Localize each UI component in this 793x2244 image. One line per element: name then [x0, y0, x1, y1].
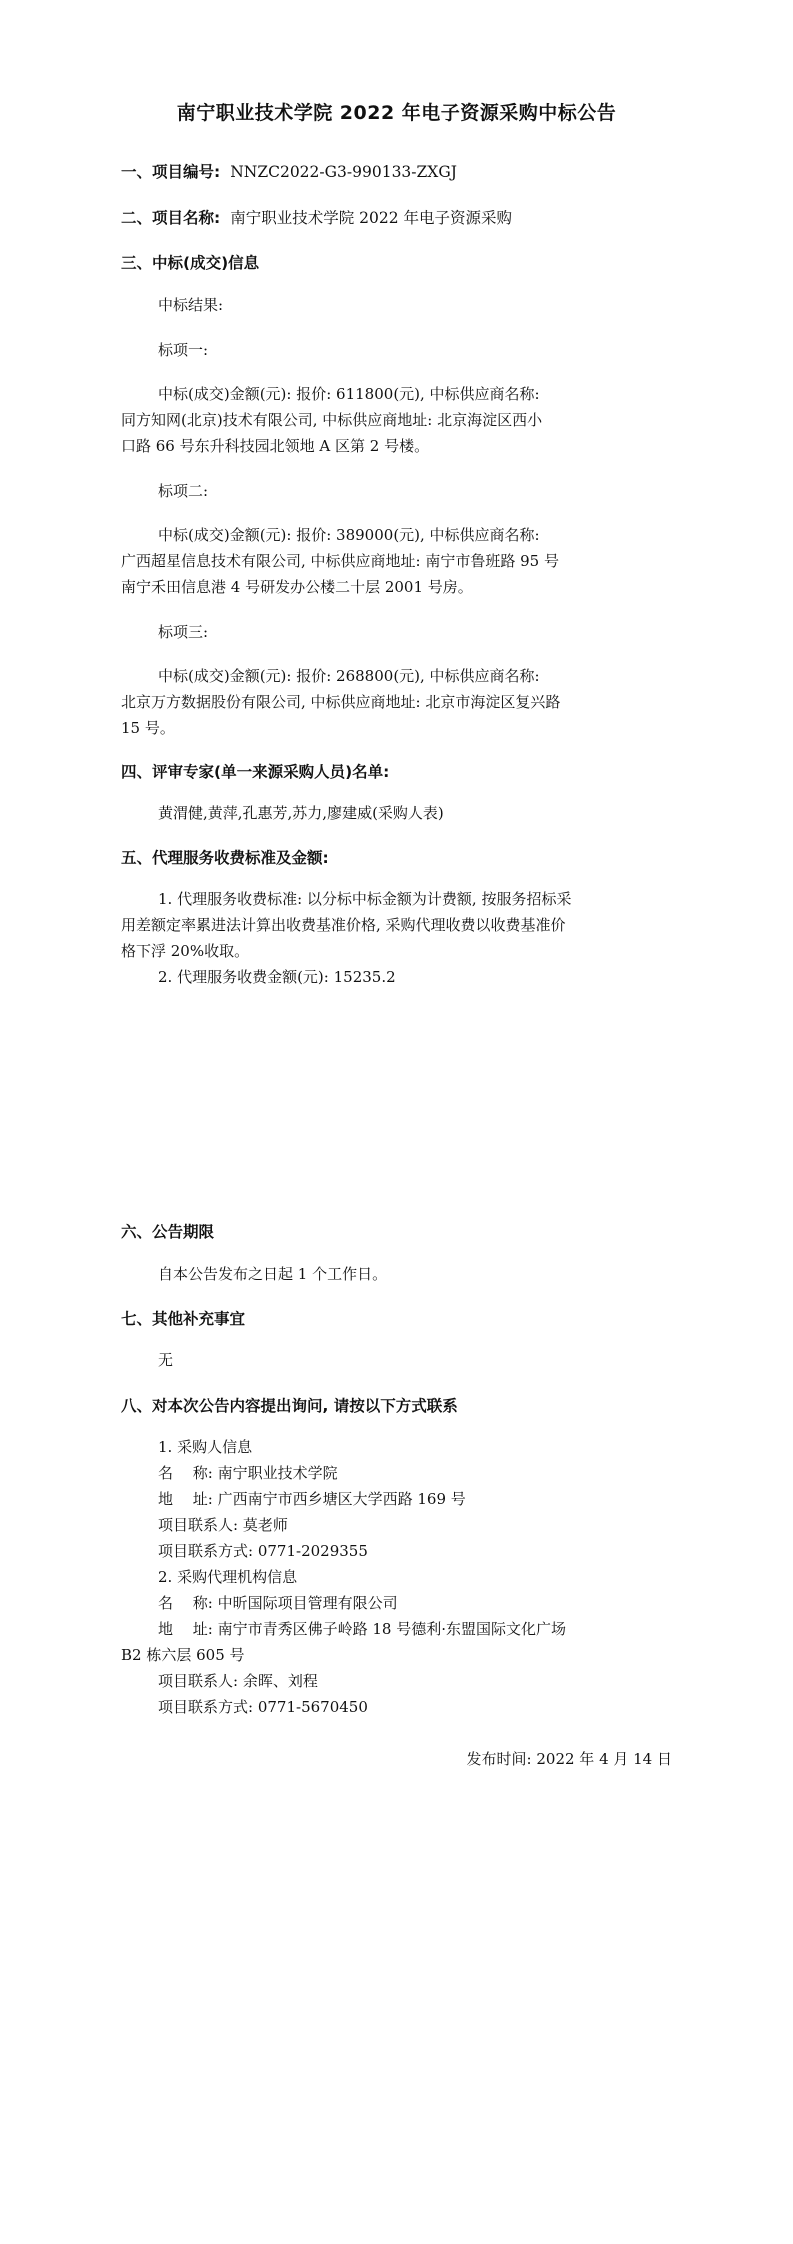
lot1-line: 中标(成交)金额(元): 报价: 611800(元), 中标供应商名称: — [158, 385, 540, 403]
buyer-phone: 项目联系方式: 0771-2029355 — [158, 1542, 368, 1560]
agent-address-line: 地 址: 南宁市青秀区佛子岭路 18 号德利·东盟国际文化广场 — [158, 1620, 566, 1638]
section-fee-heading: 五、代理服务收费标准及金额: — [121, 849, 329, 867]
publish-time: 发布时间: 2022 年 4 月 14 日 — [466, 1750, 672, 1768]
lot1-line: 同方知网(北京)技术有限公司, 中标供应商地址: 北京海淀区西小 — [121, 411, 543, 429]
other-matters: 无 — [158, 1351, 174, 1369]
section-project-number — [121, 160, 457, 182]
agent-phone: 项目联系方式: 0771-5670450 — [158, 1698, 368, 1716]
buyer-name: 名 称: 南宁职业技术学院 — [158, 1464, 338, 1482]
section-other-heading: 七、其他补充事宜 — [121, 1310, 246, 1328]
lot2-line: 中标(成交)金额(元): 报价: 389000(元), 中标供应商名称: — [158, 526, 540, 544]
agent-contact: 项目联系人: 余晖、刘程 — [158, 1672, 318, 1690]
experts-list: 黄渭健,黄萍,孔惠芳,苏力,廖建威(采购人表) — [158, 804, 444, 822]
announcement-period: 自本公告发布之日起 1 个工作日。 — [158, 1265, 388, 1283]
buyer-contact: 项目联系人: 莫老师 — [158, 1516, 288, 1534]
agent-name: 名 称: 中昕国际项目管理有限公司 — [158, 1594, 398, 1612]
lot3-line: 15 号。 — [121, 719, 175, 737]
fee-standard-line: 格下浮 20%收取。 — [121, 942, 250, 960]
section-experts-heading: 四、评审专家(单一来源采购人员)名单: — [121, 763, 390, 781]
section-label: 二、项目名称: — [121, 209, 221, 227]
section-label: 一、项目编号: — [121, 163, 221, 181]
section-contact-heading: 八、对本次公告内容提出询问, 请按以下方式联系 — [121, 1397, 458, 1415]
lot3-line: 中标(成交)金额(元): 报价: 268800(元), 中标供应商名称: — [158, 667, 540, 685]
agent-address-line: B2 栋六层 605 号 — [121, 1646, 245, 1664]
buyer-info-heading: 1. 采购人信息 — [158, 1438, 253, 1456]
lot1-line: 口路 66 号东升科技园北领地 A 区第 2 号楼。 — [121, 437, 430, 455]
section-project-name — [121, 206, 512, 228]
fee-standard-line: 用差额定率累进法计算出收费基准价格, 采购代理收费以收费基准价 — [121, 916, 566, 934]
project-number: NNZC2022-G3-990133-ZXGJ — [230, 163, 457, 181]
fee-standard-line: 1. 代理服务收费标准: 以分标中标金额为计费额, 按服务招标采 — [158, 890, 572, 908]
buyer-address: 地 址: 广西南宁市西乡塘区大学西路 169 号 — [158, 1490, 466, 1508]
lot3-line: 北京万方数据股份有限公司, 中标供应商地址: 北京市海淀区复兴路 — [121, 693, 561, 711]
fee-amount: 2. 代理服务收费金额(元): 15235.2 — [158, 968, 396, 986]
document-title: 南宁职业技术学院 2022 年电子资源采购中标公告 — [176, 102, 617, 124]
section-bid-info-heading: 三、中标(成交)信息 — [121, 254, 260, 272]
lot2-name: 标项二: — [158, 482, 209, 500]
section-period-heading: 六、公告期限 — [121, 1223, 215, 1241]
lot2-line: 广西超星信息技术有限公司, 中标供应商地址: 南宁市鲁班路 95 号 — [121, 552, 559, 570]
agent-info-heading: 2. 采购代理机构信息 — [158, 1568, 298, 1586]
project-name: 南宁职业技术学院 2022 年电子资源采购 — [230, 209, 513, 227]
bid-result-label: 中标结果: — [158, 296, 224, 314]
lot1-name: 标项一: — [158, 341, 209, 359]
lot3-name: 标项三: — [158, 623, 209, 641]
lot2-line: 南宁禾田信息港 4 号研发办公楼二十层 2001 号房。 — [121, 578, 473, 596]
